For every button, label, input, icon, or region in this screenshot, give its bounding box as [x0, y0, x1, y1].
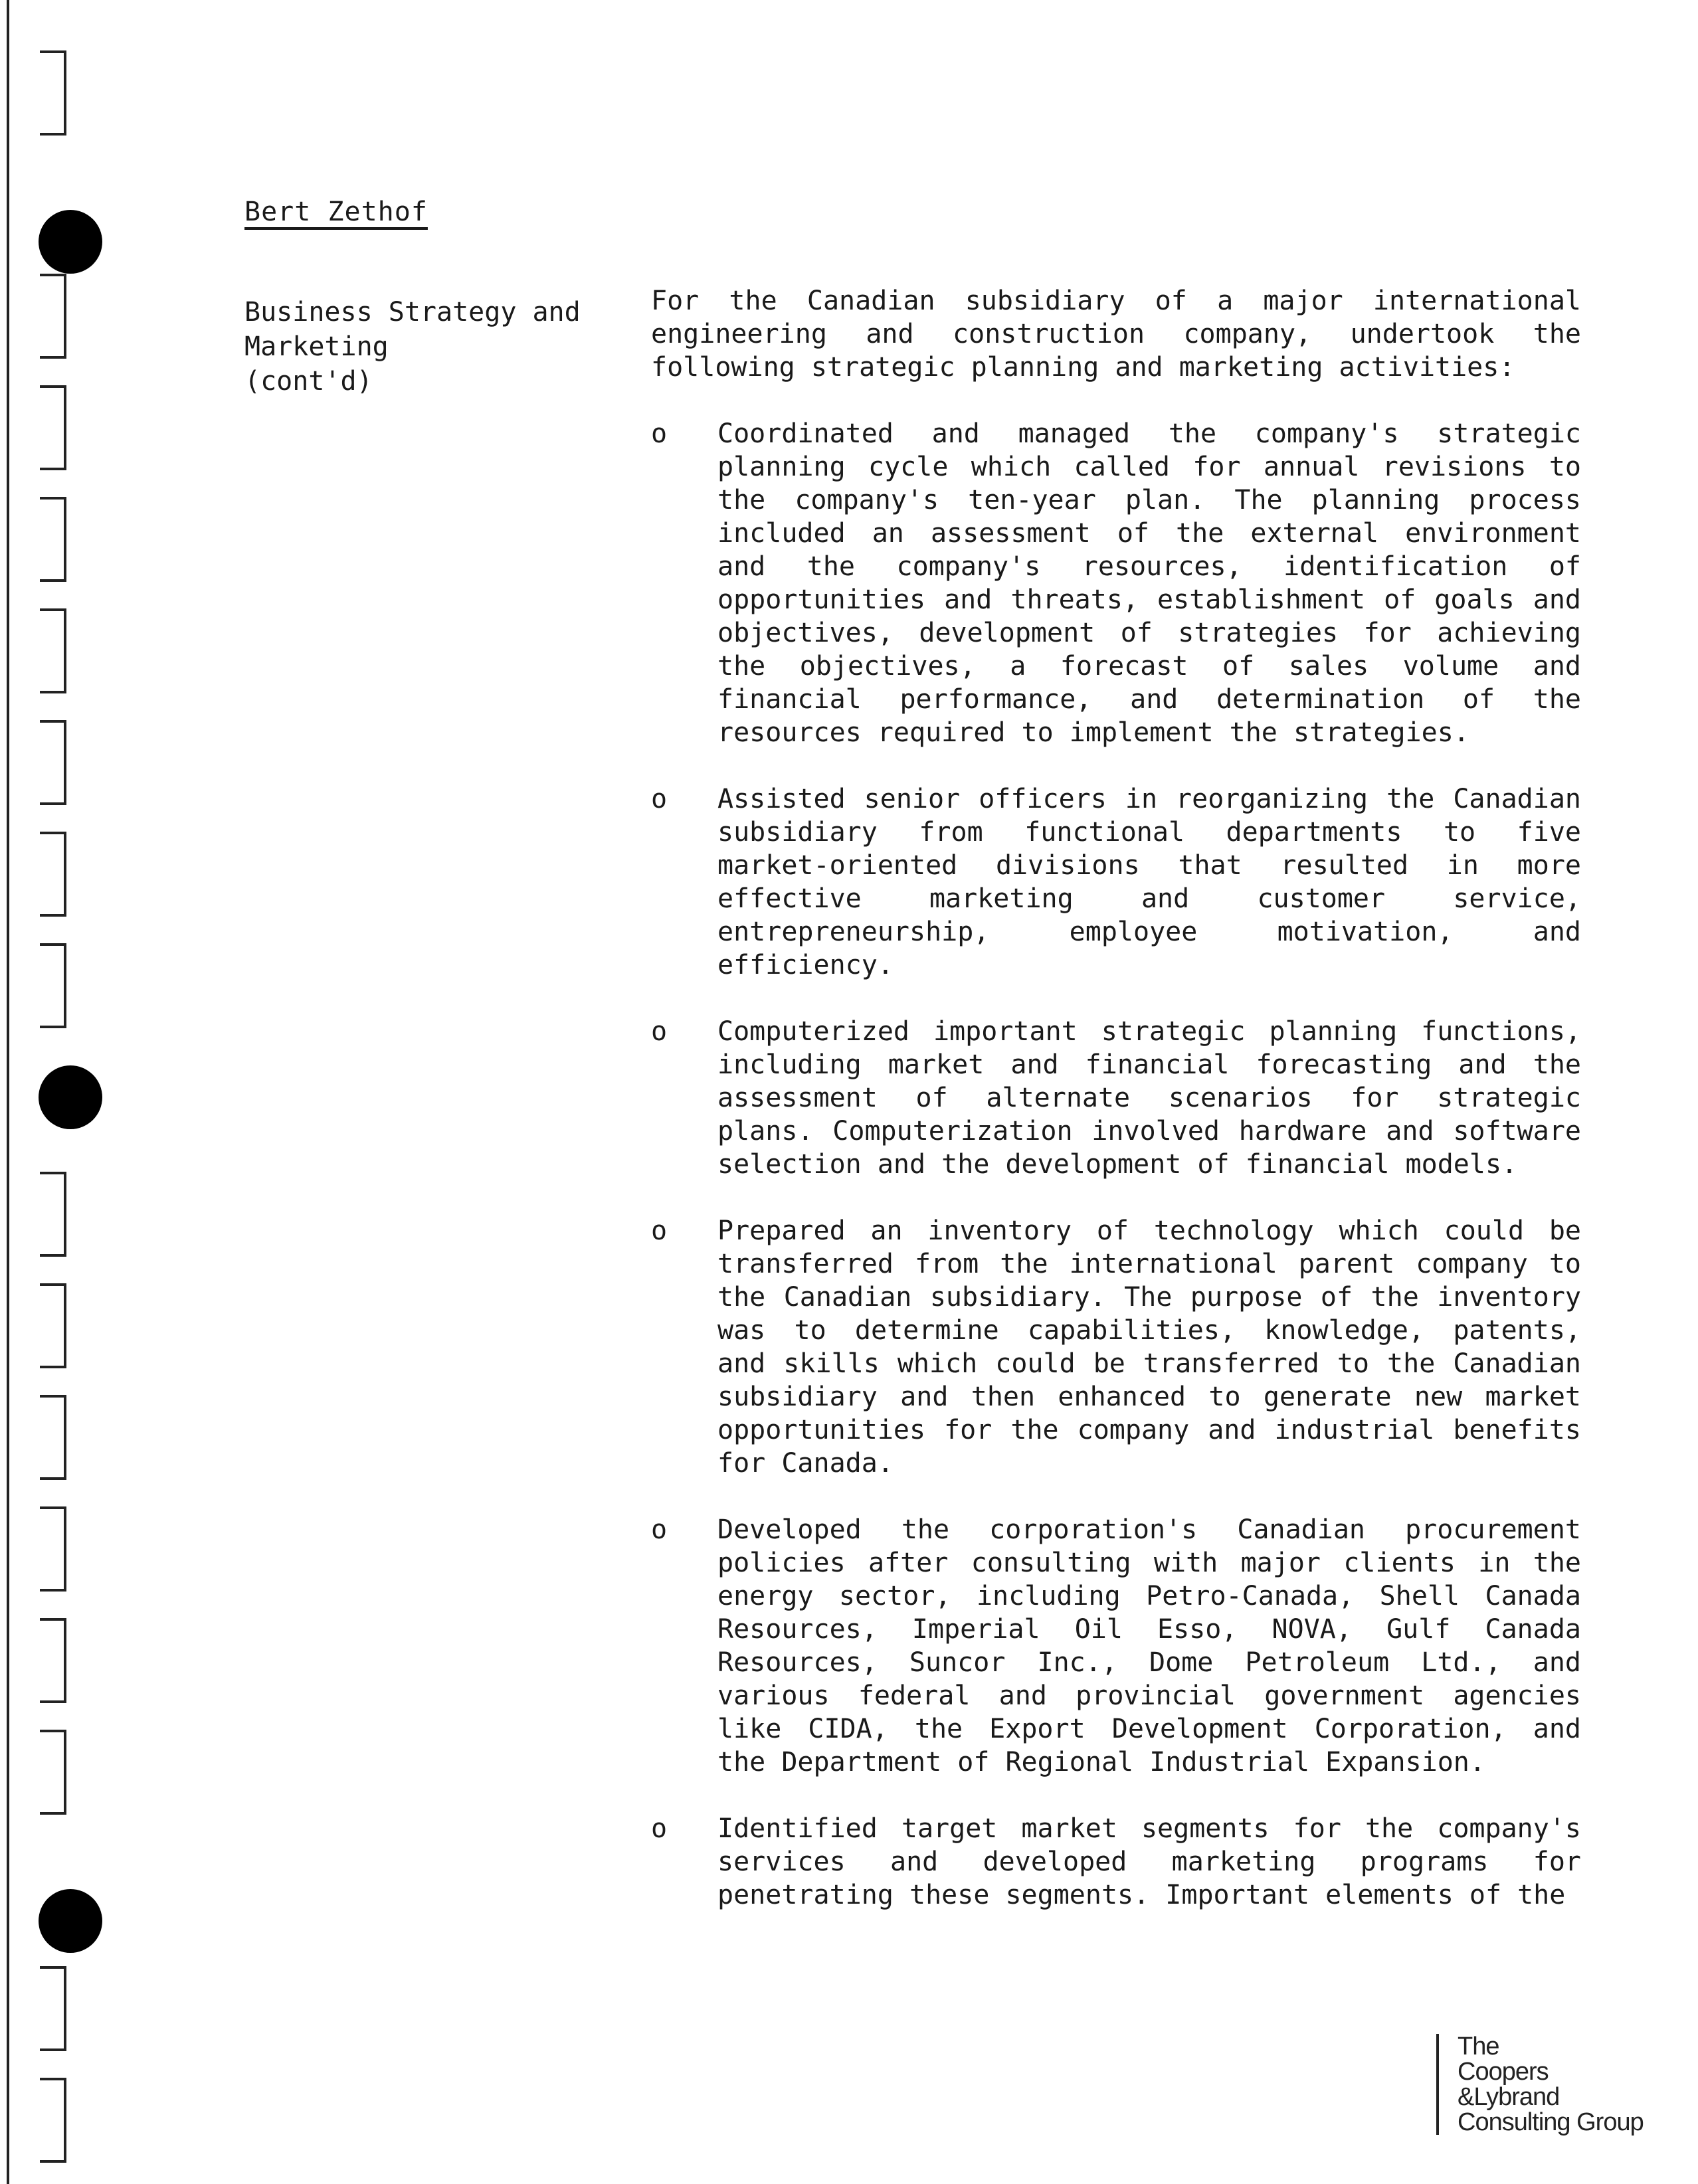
logo-line: Consulting Group [1458, 2108, 1644, 2136]
bullet-marker: o [651, 418, 668, 449]
punch-hole [39, 1889, 102, 1953]
coopers-lybrand-logo [1436, 2034, 1644, 2135]
bullet-item [651, 417, 1581, 749]
binder-bracket [40, 1172, 66, 1257]
bullet-text: Developed the corporation's Canadian procurement policies after consulting with major clients in the energy sector, including Petro-Canada, Shell Canada Resources, Imperial Oil Esso, NOVA, Gulf Canada Resources, Suncor Inc., Dome Petroleum Ltd., and various federal and provincial government agencies like CIDA, the Export Development Corporation, and the Department of Regional Industrial Expansion. [717, 1514, 1581, 1777]
bullet-text: Computerized important strategic planning functions, including market and financial forecasting and the assessment of alternate scenarios for strategic plans. Computerization involved hardware and software selection and the development of financial models. [717, 1016, 1581, 1180]
bullet-item [651, 1015, 1581, 1181]
binder-bracket [40, 50, 66, 136]
punch-hole [39, 1065, 102, 1129]
main-column [651, 284, 1581, 1945]
logo-line: Coopers [1458, 2058, 1549, 2086]
bullet-marker: o [651, 1514, 668, 1545]
bullet-item [651, 1513, 1581, 1779]
binder-bracket [40, 274, 66, 359]
binder-rule [7, 0, 9, 2184]
bullet-text: Coordinated and managed the company's strategic planning cycle which called for annual revisions to the company's ten-year plan. The planning process included an assessment of the external environment and the company's resources, identification of opportunities and threats, establishment of goals and objectives, development of strategies for achieving the objectives, a forecast of sales volume and financial performance, and determination of the resources required to implement the strategies. [717, 418, 1581, 748]
logo-line: &Lybrand [1458, 2083, 1560, 2111]
bullet-text: Identified target market segments for the company's services and developed marketing programs for penetrating these segments. Important elements of the [717, 1813, 1581, 1910]
bullet-item [651, 1214, 1581, 1480]
binder-bracket [40, 497, 66, 582]
binder-bracket [40, 1506, 66, 1592]
person-name: Bert Zethof [244, 197, 428, 227]
bullet-text: Prepared an inventory of technology which could be transferred from the international parent company to the Canadian subsidiary. The purpose of the inventory was to determine capabilities, knowledge, patents, and skills which could be transferred to the Canadian subsidiary and then enhanced to generate new market opportunities for the company and industrial benefits for Canada. [717, 1216, 1581, 1479]
bullet-item [651, 1812, 1581, 1912]
binder-bracket [40, 832, 66, 917]
logo-line: The [1458, 2033, 1499, 2060]
binder-bracket [40, 720, 66, 805]
binder-bracket [40, 1966, 66, 2051]
bullet-marker: o [651, 1216, 668, 1246]
binder-bracket [40, 1283, 66, 1368]
binder-bracket [40, 943, 66, 1028]
intro-paragraph: For the Canadian subsidiary of a major international engineering and construction company, undertook the following strategic planning and marketing activities: [651, 286, 1581, 383]
binder-bracket [40, 385, 66, 470]
section-label: Business Strategy and Marketing (cont'd) [244, 297, 581, 397]
binder-bracket [40, 1618, 66, 1703]
bullet-text: Assisted senior officers in reorganizing the Canadian subsidiary from functional departments to five market-oriented divisions that resulted in more effective marketing and customer service, entrepreneurship, employee motivation, and efficiency. [717, 784, 1581, 980]
binder-bracket [40, 2078, 66, 2163]
bullet-marker: o [651, 784, 668, 814]
punch-hole [39, 210, 102, 274]
binder-bracket [40, 1395, 66, 1480]
bullet-marker: o [651, 1813, 668, 1844]
bullet-marker: o [651, 1016, 668, 1047]
bullet-item [651, 782, 1581, 982]
binder-bracket [40, 608, 66, 693]
binder-margin [0, 0, 100, 2184]
binder-bracket [40, 1730, 66, 1815]
